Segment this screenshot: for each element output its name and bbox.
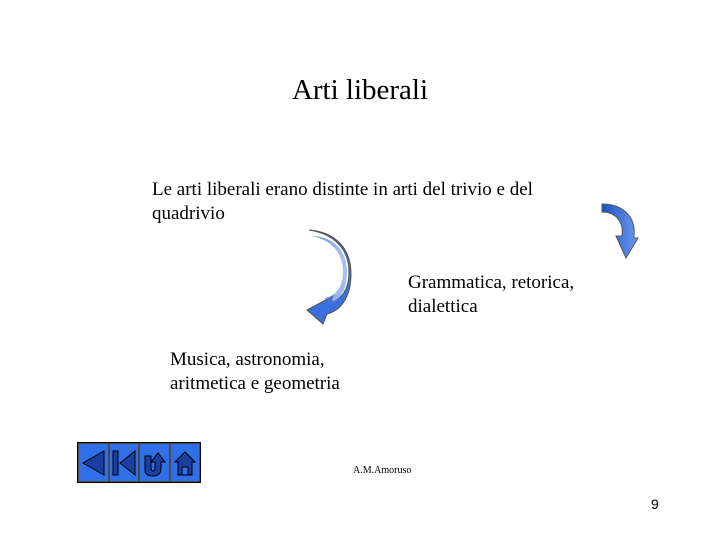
- curved-arrow-small-icon: [598, 200, 640, 262]
- return-button[interactable]: [139, 443, 170, 482]
- previous-slide-button[interactable]: [109, 443, 140, 482]
- previous-slide-icon: [111, 448, 137, 478]
- navigation-bar: [77, 442, 201, 483]
- return-icon: [141, 448, 167, 478]
- page-number: 9: [651, 496, 659, 512]
- quadrivio-text: Musica, astronomia, aritmetica e geometria: [170, 349, 340, 394]
- trivio-text: Grammatica, retorica, dialettica: [408, 272, 575, 317]
- home-button[interactable]: [170, 443, 201, 482]
- first-slide-button[interactable]: [78, 443, 109, 482]
- author-footer: A.M.Amoruso: [353, 465, 412, 476]
- intro-text: Le arti liberali erano distinte in arti del trivio e del quadrivio: [152, 179, 533, 224]
- first-slide-icon: [80, 448, 106, 478]
- curved-arrow-large-icon: [305, 228, 353, 326]
- slide-title: Arti liberali: [291, 74, 429, 106]
- home-icon: [172, 448, 198, 478]
